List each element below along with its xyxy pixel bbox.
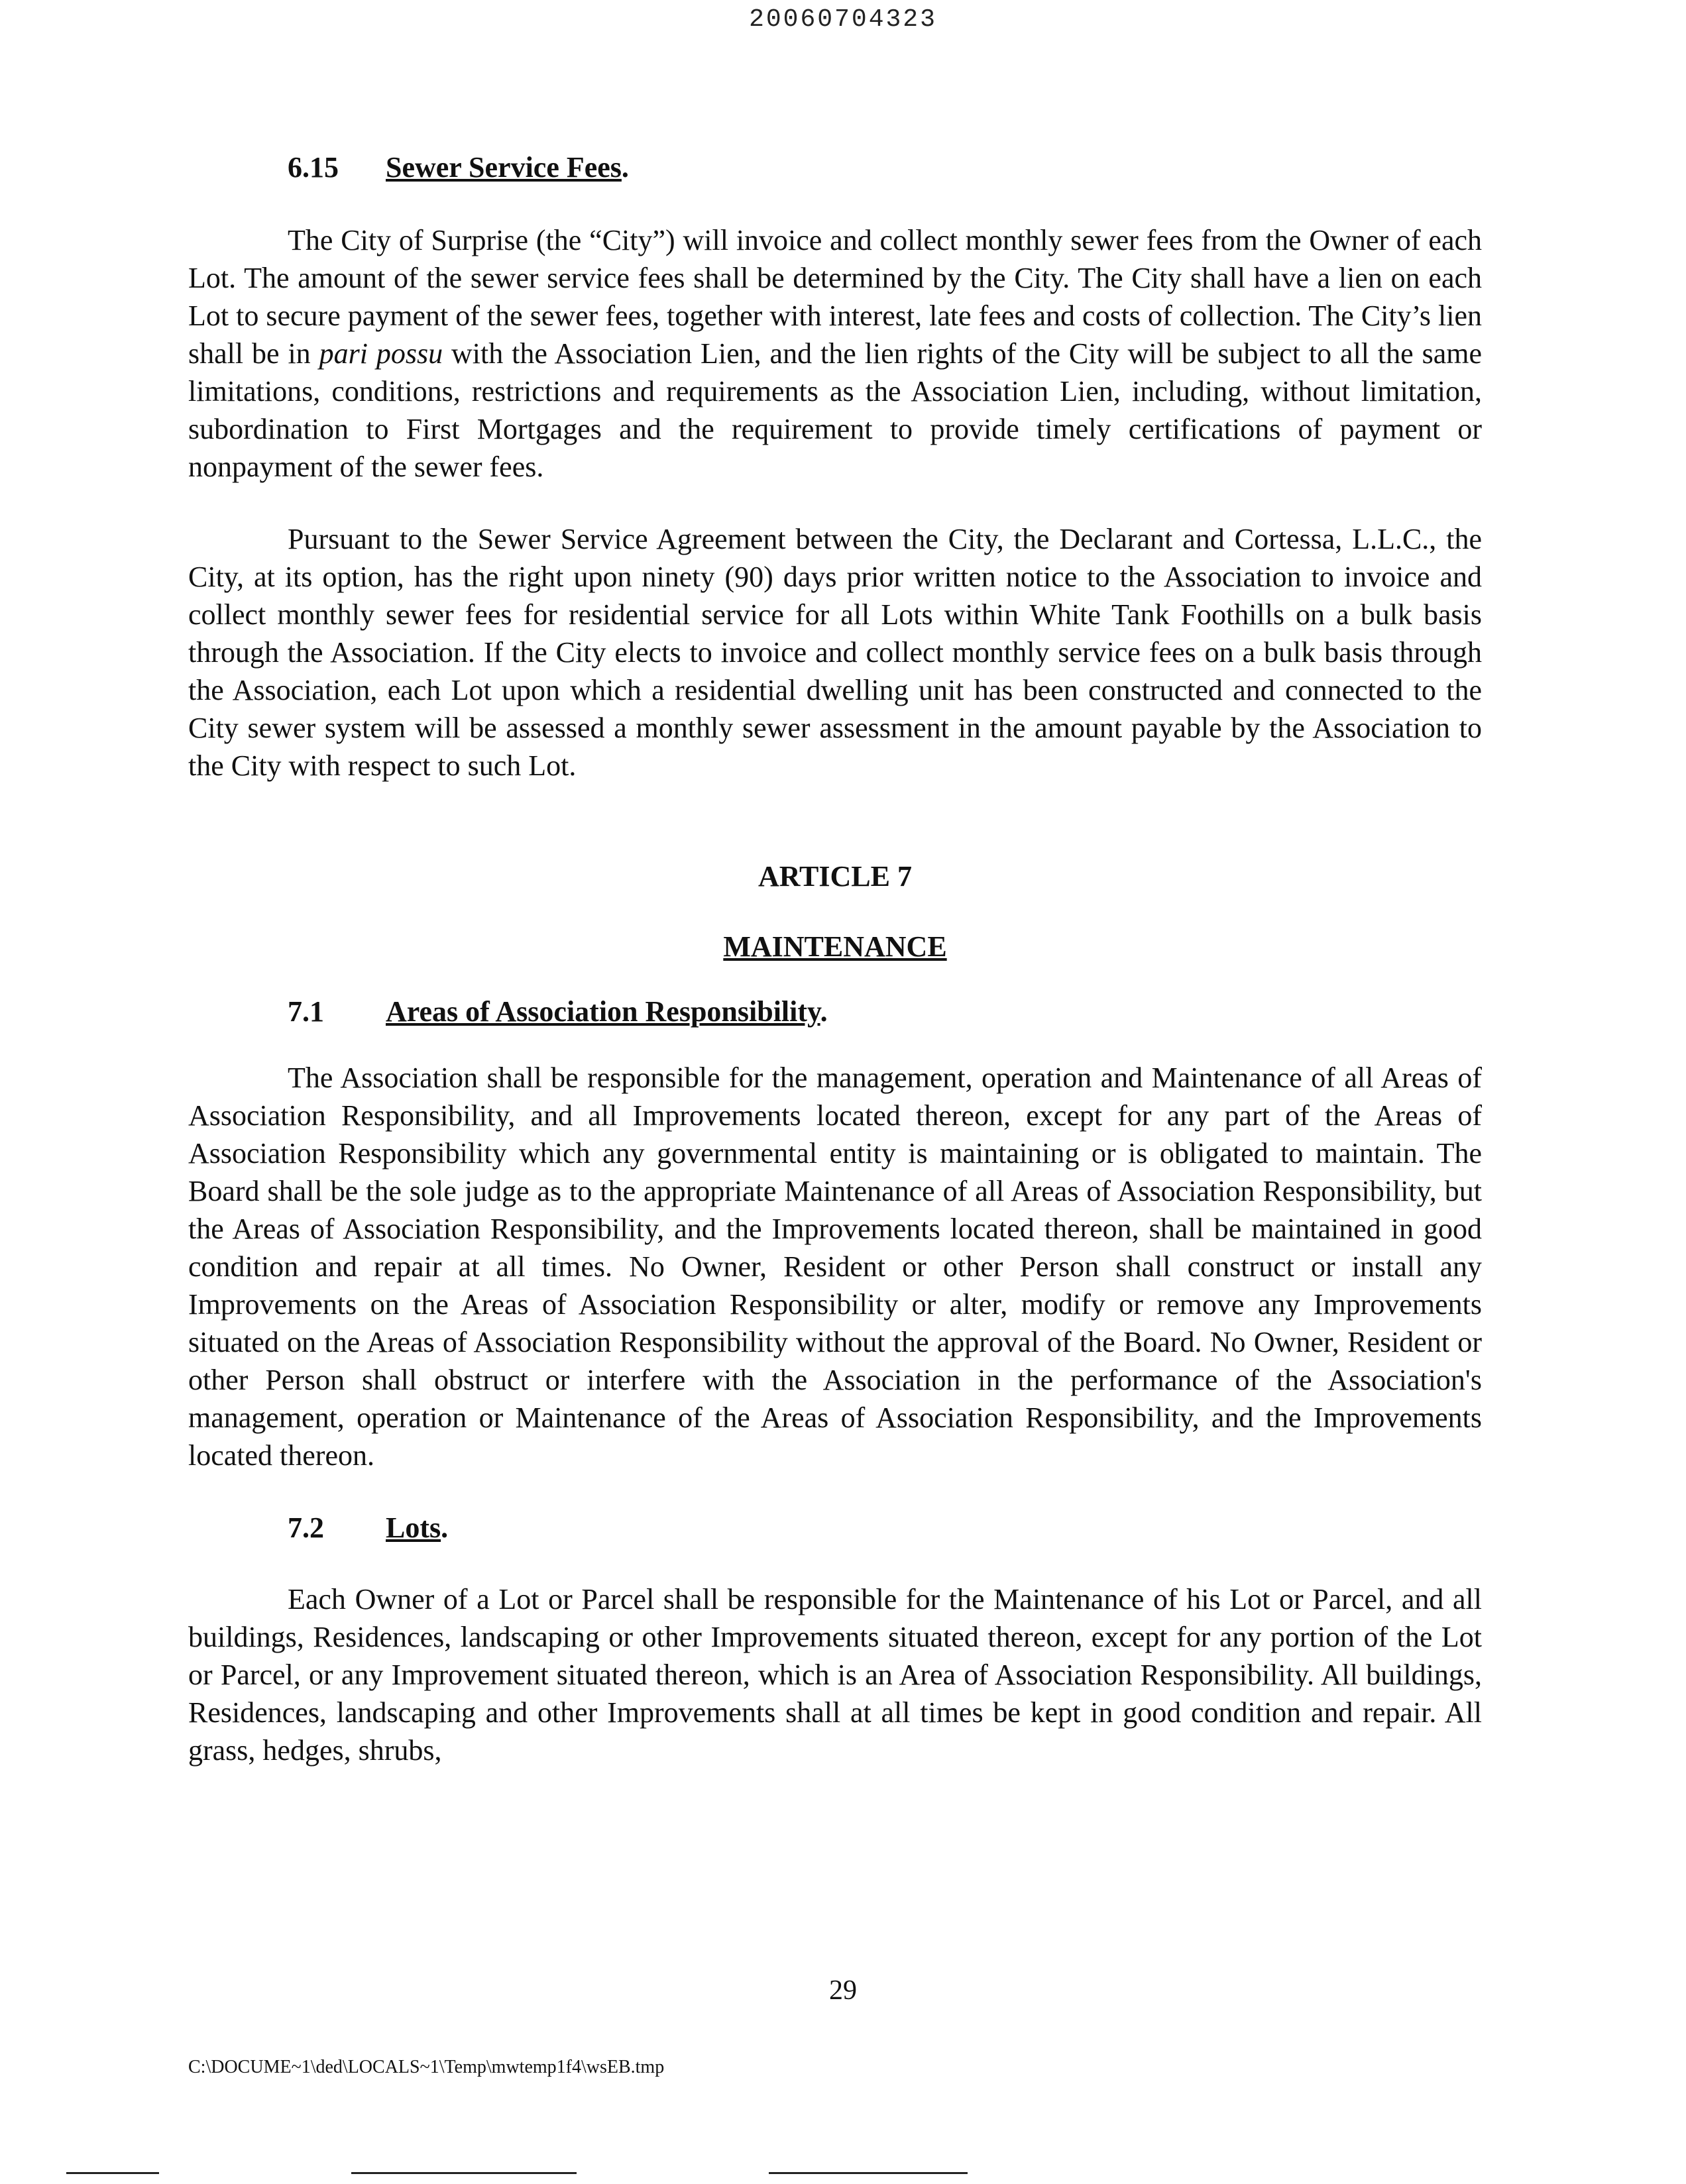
paragraph-6-15-2: Pursuant to the Sewer Service Agreement between the City, the Declarant and Cortessa, L.L.C., the City, at its option, has the right upon ninety (90) days prior written notice to the Association to invoice and collect monthly sewer fees for residential service for all Lots within White Tank Foothills on a bulk basis through the Association. If the City elects to invoice and collect monthly service fees on a bulk basis through the Association, each Lot upon which a residential dwelling unit has been constructed and connected to the City sewer system will be assessed a monthly sewer assessment in the amount payable by the Association to the City with respect to such Lot. (188, 523, 1482, 782)
section-heading-6-15: 6.15 Sewer Service Fees. (188, 148, 1482, 187)
section-number: 6.15 (288, 151, 339, 184)
page-body (188, 148, 1482, 1769)
paragraph-7-1-1: The Association shall be responsible for the management, operation and Maintenance of all Areas of Association Responsibility, and all Improvements located thereon, except for any part of the Areas of Association Responsibility which any governmental entity is maintaining or is obligated to maintain. The Board shall be the sole judge as to the appropriate Maintenance of all Areas of Association Responsibility, but the Areas of Association Responsibility, and the Improvements located thereon, shall be maintained in good condition and repair at all times. No Owner, Resident or other Person shall construct or install any Improvements on the Areas of Association Responsibility or alter, modify or remove any Improvements situated on the Areas of Association Responsibility without the approval of the Board. No Owner, Resident or other Person shall obstruct or interfere with the Association in the performance of the Association's management, operation or Maintenance of the Areas of Association Responsibility, and the Improvements located thereon. (188, 1062, 1482, 1472)
paragraph-6-15-1: The City of Surprise (the “City”) will invoice and collect monthly sewer fees from the Owner of each Lot. The amount of the sewer service fees shall be determined by the City. The City shall have a lien on each Lot to secure payment of the sewer fees, together with interest, late fees and costs of collection. The City’s lien shall be in pari possu with the Association Lien, and the lien rights of the City will be subject to all the same limitations, conditions, restrictions and requirements as the Association Lien, including, without limitation, subordination to First Mortgages and the requirement to provide timely certifications of payment or nonpayment of the sewer fees. (188, 224, 1482, 483)
section-title: Sewer Service Fees (386, 151, 622, 184)
section-heading-7-2: 7.2 Lots. (188, 1509, 1482, 1547)
paragraph-7-2-1: Each Owner of a Lot or Parcel shall be responsible for the Maintenance of his Lot or Parcel, and all buildings, Residences, landscaping or other Improvements situated thereon, except for any portion of the Lot or Parcel, or any Improvement situated thereon, which is an Area of Association Responsibility. All buildings, Residences, landscaping and other Improvements shall at all times be kept in good condition and repair. All grass, hedges, shrubs, (188, 1583, 1482, 1767)
section-title: Areas of Association Responsibility (386, 995, 820, 1028)
document-number: 20060704323 (749, 5, 937, 34)
scan-rule-middle (351, 2172, 577, 2174)
article-label: ARTICLE 7 (758, 860, 912, 893)
section-number: 7.2 (288, 1511, 324, 1544)
section-title: Lots (386, 1511, 441, 1544)
section-heading-7-1: 7.1 Areas of Association Responsibility. (188, 993, 1482, 1031)
page-number: 29 (829, 1975, 857, 2006)
section-number: 7.1 (288, 995, 324, 1028)
article-title: MAINTENANCE (723, 930, 947, 963)
latin-term: pari possu (319, 337, 443, 370)
file-path: C:\DOCUME~1\ded\LOCALS~1\Temp\mwtemp1f4\wsEB.tmp (188, 2057, 665, 2077)
scan-rule-right (769, 2172, 968, 2174)
scan-rule-left (66, 2172, 159, 2174)
